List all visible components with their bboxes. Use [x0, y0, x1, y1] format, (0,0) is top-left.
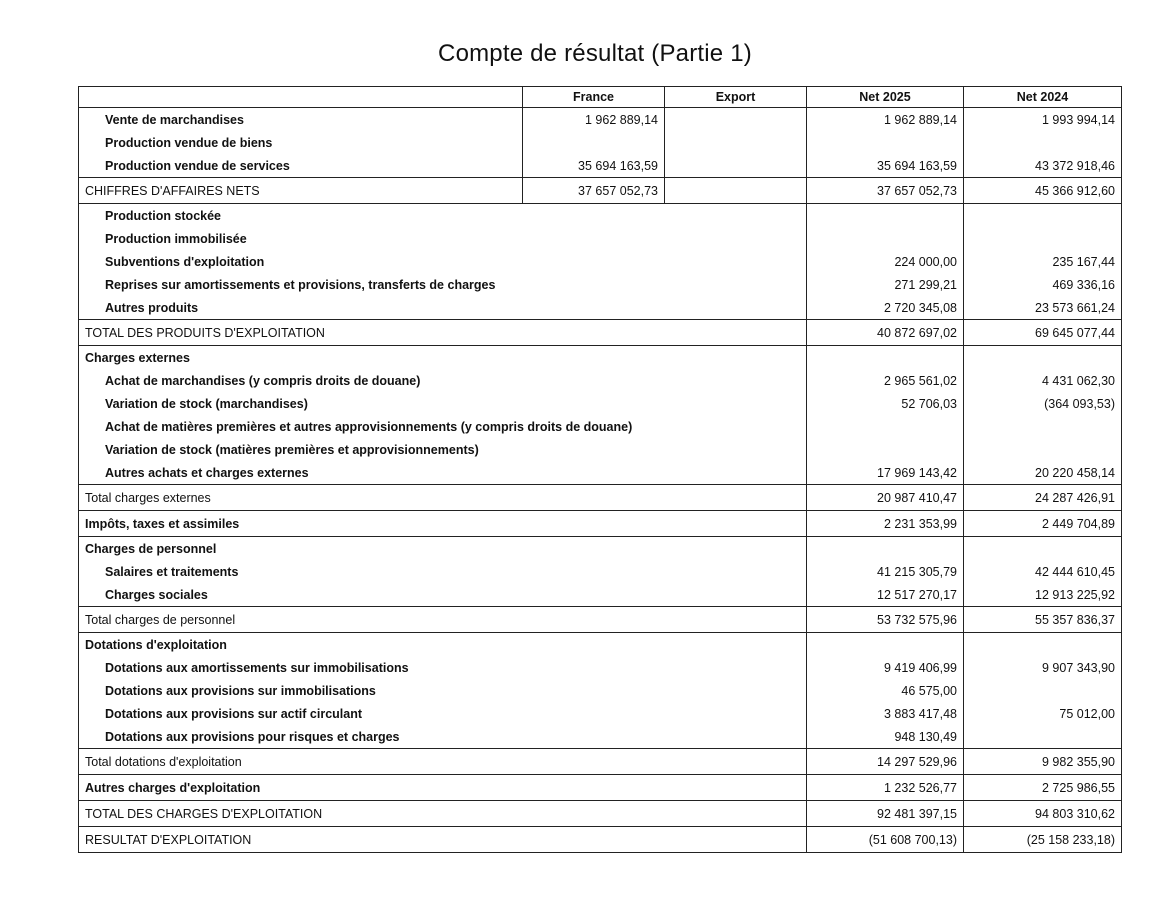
cell-net-2025 — [807, 131, 964, 154]
cell-france: 35 694 163,59 — [523, 154, 665, 178]
table-row-section-header — [79, 346, 1122, 370]
table-row — [79, 273, 1122, 296]
table-row — [79, 108, 1122, 132]
row-label: Dotations d'exploitation — [79, 633, 807, 657]
cell-net-2025: 37 657 052,73 — [807, 178, 964, 204]
row-label: Total dotations d'exploitation — [79, 749, 807, 775]
row-label: Charges externes — [79, 346, 807, 370]
table-row-section-header — [79, 537, 1122, 561]
row-label: Dotations aux provisions pour risques et charges — [79, 725, 807, 749]
row-label: Autres produits — [79, 296, 807, 320]
cell-net-2025: 17 969 143,42 — [807, 461, 964, 485]
table-row — [79, 204, 1122, 228]
income-statement-table — [78, 86, 1122, 853]
table-row — [79, 392, 1122, 415]
cell-export — [665, 154, 807, 178]
cell-net-2025: 12 517 270,17 — [807, 583, 964, 607]
row-label: TOTAL DES CHARGES D'EXPLOITATION — [79, 801, 807, 827]
table-row — [79, 702, 1122, 725]
row-label: Dotations aux amortissements sur immobilisations — [79, 656, 807, 679]
header-france: France — [523, 87, 665, 108]
cell-net-2024: (364 093,53) — [964, 392, 1122, 415]
cell-net-2025: 52 706,03 — [807, 392, 964, 415]
cell-net-2024 — [964, 438, 1122, 461]
row-label: TOTAL DES PRODUITS D'EXPLOITATION — [79, 320, 807, 346]
cell-net-2024: 235 167,44 — [964, 250, 1122, 273]
table-row-total — [79, 178, 1122, 204]
cell-net-2024: 69 645 077,44 — [964, 320, 1122, 346]
cell-net-2024 — [964, 537, 1122, 561]
table-row — [79, 369, 1122, 392]
cell-net-2024: 42 444 610,45 — [964, 560, 1122, 583]
cell-net-2025: 224 000,00 — [807, 250, 964, 273]
cell-net-2024 — [964, 227, 1122, 250]
cell-net-2025: 1 962 889,14 — [807, 108, 964, 132]
cell-net-2024: 2 725 986,55 — [964, 775, 1122, 801]
cell-net-2024: (25 158 233,18) — [964, 827, 1122, 853]
cell-net-2024: 469 336,16 — [964, 273, 1122, 296]
cell-net-2025 — [807, 204, 964, 228]
row-label: Charges de personnel — [79, 537, 807, 561]
cell-net-2025: 2 965 561,02 — [807, 369, 964, 392]
cell-net-2025: (51 608 700,13) — [807, 827, 964, 853]
row-label: Autres charges d'exploitation — [79, 775, 807, 801]
cell-net-2025 — [807, 537, 964, 561]
cell-net-2025: 40 872 697,02 — [807, 320, 964, 346]
row-label: Variation de stock (marchandises) — [79, 392, 807, 415]
cell-net-2025: 14 297 529,96 — [807, 749, 964, 775]
cell-net-2025: 2 720 345,08 — [807, 296, 964, 320]
cell-net-2024 — [964, 679, 1122, 702]
table-row-total — [79, 511, 1122, 537]
cell-net-2025: 948 130,49 — [807, 725, 964, 749]
cell-net-2024: 20 220 458,14 — [964, 461, 1122, 485]
cell-net-2024 — [964, 204, 1122, 228]
cell-net-2024: 1 993 994,14 — [964, 108, 1122, 132]
row-label: Salaires et traitements — [79, 560, 807, 583]
row-label: RESULTAT D'EXPLOITATION — [79, 827, 807, 853]
table-row-total — [79, 320, 1122, 346]
cell-net-2024: 24 287 426,91 — [964, 485, 1122, 511]
cell-net-2024 — [964, 415, 1122, 438]
cell-france: 37 657 052,73 — [523, 178, 665, 204]
row-label: Achat de matières premières et autres approvisionnements (y compris droits de douane) — [79, 415, 807, 438]
table-row — [79, 131, 1122, 154]
table-row-total — [79, 749, 1122, 775]
cell-net-2024: 23 573 661,24 — [964, 296, 1122, 320]
table-row — [79, 438, 1122, 461]
cell-france: 1 962 889,14 — [523, 108, 665, 132]
cell-export — [665, 108, 807, 132]
table-row — [79, 154, 1122, 178]
cell-net-2024 — [964, 633, 1122, 657]
table-row — [79, 583, 1122, 607]
header-net-2025: Net 2025 — [807, 87, 964, 108]
header-label — [79, 87, 523, 108]
cell-net-2024: 45 366 912,60 — [964, 178, 1122, 204]
row-label: Achat de marchandises (y compris droits de douane) — [79, 369, 807, 392]
row-label: Production stockée — [79, 204, 807, 228]
table-row-section-header — [79, 633, 1122, 657]
cell-net-2024: 12 913 225,92 — [964, 583, 1122, 607]
table-row — [79, 656, 1122, 679]
cell-net-2025: 41 215 305,79 — [807, 560, 964, 583]
cell-net-2024: 9 982 355,90 — [964, 749, 1122, 775]
cell-france — [523, 131, 665, 154]
cell-export — [665, 131, 807, 154]
cell-net-2025 — [807, 227, 964, 250]
cell-export — [665, 178, 807, 204]
row-label: Impôts, taxes et assimiles — [79, 511, 807, 537]
table-row-total — [79, 485, 1122, 511]
table-row — [79, 296, 1122, 320]
cell-net-2024 — [964, 131, 1122, 154]
table-row-total — [79, 775, 1122, 801]
cell-net-2025: 9 419 406,99 — [807, 656, 964, 679]
row-label: Production vendue de services — [79, 154, 523, 178]
cell-net-2025: 92 481 397,15 — [807, 801, 964, 827]
table-row — [79, 725, 1122, 749]
header-export: Export — [665, 87, 807, 108]
cell-net-2024: 9 907 343,90 — [964, 656, 1122, 679]
row-label: Charges sociales — [79, 583, 807, 607]
cell-net-2024: 94 803 310,62 — [964, 801, 1122, 827]
cell-net-2024: 2 449 704,89 — [964, 511, 1122, 537]
row-label: Production vendue de biens — [79, 131, 523, 154]
row-label: Total charges externes — [79, 485, 807, 511]
table-row — [79, 250, 1122, 273]
cell-net-2025: 3 883 417,48 — [807, 702, 964, 725]
cell-net-2024 — [964, 346, 1122, 370]
cell-net-2024 — [964, 725, 1122, 749]
cell-net-2025: 20 987 410,47 — [807, 485, 964, 511]
cell-net-2025 — [807, 438, 964, 461]
table-row — [79, 415, 1122, 438]
cell-net-2025: 1 232 526,77 — [807, 775, 964, 801]
cell-net-2025: 46 575,00 — [807, 679, 964, 702]
row-label: Production immobilisée — [79, 227, 807, 250]
cell-net-2025: 271 299,21 — [807, 273, 964, 296]
cell-net-2025: 53 732 575,96 — [807, 607, 964, 633]
cell-net-2025 — [807, 415, 964, 438]
header-net-2024: Net 2024 — [964, 87, 1122, 108]
cell-net-2024: 75 012,00 — [964, 702, 1122, 725]
table-header-row — [79, 87, 1122, 108]
table-row — [79, 560, 1122, 583]
row-label: Autres achats et charges externes — [79, 461, 807, 485]
row-label: Reprises sur amortissements et provisions, transferts de charges — [79, 273, 807, 296]
cell-net-2025 — [807, 346, 964, 370]
row-label: Total charges de personnel — [79, 607, 807, 633]
row-label: Dotations aux provisions sur immobilisations — [79, 679, 807, 702]
table-row — [79, 461, 1122, 485]
cell-net-2025: 35 694 163,59 — [807, 154, 964, 178]
table-row-total — [79, 607, 1122, 633]
row-label: Dotations aux provisions sur actif circulant — [79, 702, 807, 725]
row-label: Subventions d'exploitation — [79, 250, 807, 273]
table-row-result — [79, 827, 1122, 853]
table-row — [79, 227, 1122, 250]
row-label: Variation de stock (matières premières et approvisionnements) — [79, 438, 807, 461]
table-row-total — [79, 801, 1122, 827]
page-title: Compte de résultat (Partie 1) — [438, 40, 752, 67]
cell-net-2025: 2 231 353,99 — [807, 511, 964, 537]
row-label: Vente de marchandises — [79, 108, 523, 132]
row-label: CHIFFRES D'AFFAIRES NETS — [79, 178, 523, 204]
cell-net-2024: 4 431 062,30 — [964, 369, 1122, 392]
cell-net-2025 — [807, 633, 964, 657]
cell-net-2024: 43 372 918,46 — [964, 154, 1122, 178]
cell-net-2024: 55 357 836,37 — [964, 607, 1122, 633]
table-row — [79, 679, 1122, 702]
